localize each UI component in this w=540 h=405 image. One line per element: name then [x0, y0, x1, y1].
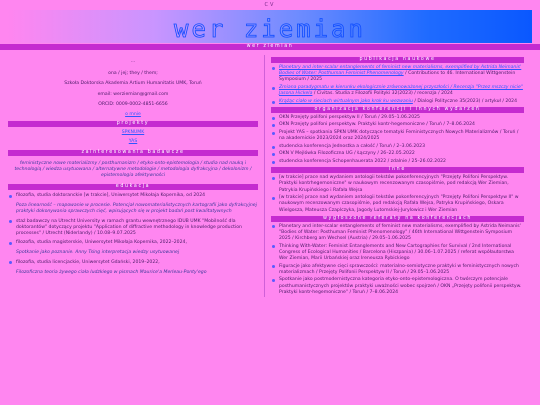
education-item-text: filozofia, studia magisterskie, Uniwersytet Mikołaja Kopernika, 2022–2024,: [16, 240, 187, 246]
talks-list: [271, 224, 524, 296]
conference-org-item: studencka konferencja Schopenhauerata 2022 / zdalnie / 25–26.02.2022: [271, 159, 524, 165]
conference-org-item: OKN Przejęty polifoni perspektyw. Praktyki kontr-hegemoniczne / Toruń / 7–8.06.2024: [271, 122, 524, 128]
interests-heading: zainteresowania badawcze: [8, 150, 258, 156]
site-title: wer ziemian: [174, 15, 366, 43]
projects-heading: projekty: [8, 121, 258, 127]
project-link-spknumk[interactable]: SPKNUMK: [121, 130, 145, 136]
orcid: ORCID: 0009-0002-4851-6656: [98, 101, 168, 107]
other-item: [w trakcie] prace nad wydaniem antologii tekstów pokonferencyjnych "Przejęty Polifoni Perspektyw II" w naukowym recenzowanym czasopiśmie, pod redakcją Rafała Wejsa, Patryka Krupińskiego, Oskara Wielgosza, Mateusza Czaplczyka, Jagody Lutomskiej-Jurylowicz i Wer Ziemian: [271, 195, 524, 214]
talk-item: Planetary and inter-scalar entanglements of feminist new materialisms, exemplified by Astrida Neimanis' "Bodies of Water: Posthuman Feminist Phenomenology" / 46th International Wittgenstein Symposium 2025 / Kirchberg am Wechsel (Austria) / 29.05–1.06.2025: [271, 224, 524, 243]
education-item-note: Spotkanie jako poznanie. Anny Tsing interpretacja wiedzy usytuowanej: [16, 250, 180, 256]
education-item: [8, 260, 258, 276]
publication-title-link[interactable]: Planetary and inter-scalar entanglements of feminist new materialisms, exemplified by Astrida Neimanis' Bodies of Water: Posthuman Feminist Phenomenology: [279, 65, 522, 77]
publication-item: [271, 99, 524, 105]
publication-details: / Civitas. Studia z Filozofii Polityki 32(2023) / recenzja / 2024: [312, 91, 453, 97]
publication-title-link[interactable]: Krążąc ciało w sieciach wirtualnym jako krok ku wezwaniu: [279, 98, 413, 104]
education-item-text: staż badawczy na Utrecht University w ramach grantu wewnętrznego IDUB UMK "Mobilność dla doktorantów" dotyczący projektu "Application of diffractive methodology in knowledge production processes" / Utrecht (Niderlandy) / 10.08–9.07.2025: [16, 218, 242, 236]
education-item: [8, 240, 258, 256]
other-heading: inne: [271, 167, 524, 173]
education-item: [8, 193, 258, 216]
contact-block: [8, 59, 258, 118]
project-link-yas[interactable]: YAS: [128, 139, 138, 145]
talk-item: Spotkanie jako postmodernistyczna kategoria etyko-onto-epistemologiczna. O twórczym potencjale posthumanistycznych projektów praktyki uważności wobec spojrzeń / OKN „Przejęty polifonii perspektyw. Praktyki kontr-hegemoniczne" / Toruń / 7–8.06.2024: [271, 277, 524, 296]
publications-list: [271, 65, 524, 105]
interests-text: feministyczne nowe materializmy / posthumanizm / etyko-onto-epistemologia / studia nad nauką i technologią / wiedza usytuowana / alternatywne metodologie / metodologia dyfrakcyjna / dekolonizm / epistemologia afektywności: [14, 160, 252, 178]
left-column: [0, 55, 264, 297]
conference-org-item: OKN V Mejlówka Filozoficzna UG / Łączyny / 26–22.05.2022: [271, 151, 524, 157]
education-heading: edukacja: [8, 184, 258, 190]
talks-heading: wygłoszone referaty na konferencjach: [271, 216, 524, 222]
right-column: [264, 55, 532, 297]
publication-details: / Dialogi Polityczne 35(2023) / artykuł / 2024: [412, 98, 518, 104]
talk-item: Thinking With-Water: Feminist Entanglements and New Cartographies for Survival / 2nd International Congress of Ecological Humanities / Barcelona (Hiszpania) / 30.06–1.07.2025 / referat współautorstwa Wer Ziemian, Marii Urbańskiej oraz Ireneusza Rybickiego: [271, 244, 524, 263]
email: email: werziemian@gmail.com: [97, 91, 169, 97]
other-item: [w trakcie] prace nad wydaniem antologii tekstów pokonferencyjnych "Przejęty Polifoni Perspektyw. Praktyki kontrhegemoniczne" w naukowym recenzowanym czasopiśmie, pod redakcją Wer Ziemian, Patrykia Krupińskiego i Rafała Wejsa: [271, 175, 524, 194]
projects-list: [8, 130, 258, 145]
education-list: [8, 193, 258, 276]
conference-org-item: studencka konferencja Jednostka a całość / Toruń / 2–3.06.2023: [271, 144, 524, 150]
name-band: wer ziemian: [0, 44, 540, 50]
affiliation: Szkoła Doktorska Akademia Artium Humanitatis UMK, Toruń: [64, 81, 202, 87]
publications-heading: publikacja naukowe: [271, 57, 524, 63]
publication-title-link[interactable]: Zmiana paradygmatu w kierunku ekologicznie zrównoważonej przyszłości / Recenzja "Przez mszczy nicie" Jasona Hickela: [279, 84, 523, 97]
education-item-text: filozofia, studia licencjackie, Uniwersytet Gdański, 2019–2022,: [16, 259, 160, 265]
contact-dots: ...: [130, 59, 136, 64]
education-item-note: Poza linearność – mapowanie w procesie. Potencjał nowomaterialistycznych kartografii jako dyfrakcyjnej praktyki dokonywania sprawczych cięć, wpisujących się w projekt badań post kwalitatywnych: [16, 203, 257, 215]
publication-item: [271, 65, 524, 84]
pronouns: ona / jej; they / them;: [108, 71, 158, 77]
conferences-org-heading: organizacja konferencji i innych wydarzeń: [271, 107, 524, 113]
conferences-org-list: [271, 115, 524, 165]
education-item: [8, 219, 258, 238]
other-list: [271, 175, 524, 214]
cv-label: CV: [264, 2, 276, 8]
talk-item: Figuracje jako afektywne cięci sprawczości: materialno-semiotyczne praktyki w feministycznych nowych materializmach / Przejęty Polifonii Perspektyw II / Toruń / 29.05–1.06.2025: [271, 264, 524, 276]
publication-item: [271, 85, 524, 97]
education-item-text: filozofia, studia doktoranckie [w trakcie], Uniwersytet Mikołaja Kopernika, od 2024: [16, 193, 206, 199]
conference-org-item: OKN Przejęty polifoni perspektyw II / Toruń / 29.05–1.06.2025: [271, 115, 524, 121]
name-banner: [8, 10, 532, 43]
publication-details: / Contributions to 46. International Wittgenstein Symposium / 2025: [279, 71, 516, 83]
conference-org-item: Projekt YAS – spotkania SPKN UMK dotyczące tematyki Feministycznych Nowych Materializmów / Toruń / na akademickie 2023/2024 oraz 2024/2025: [271, 130, 524, 142]
about-link[interactable]: o mnie: [125, 111, 141, 117]
education-item-note: Filozoficzna teoria żywego ciała ludzkiego w pismach Maurice'a Merleau-Ponty'ego: [16, 269, 207, 275]
